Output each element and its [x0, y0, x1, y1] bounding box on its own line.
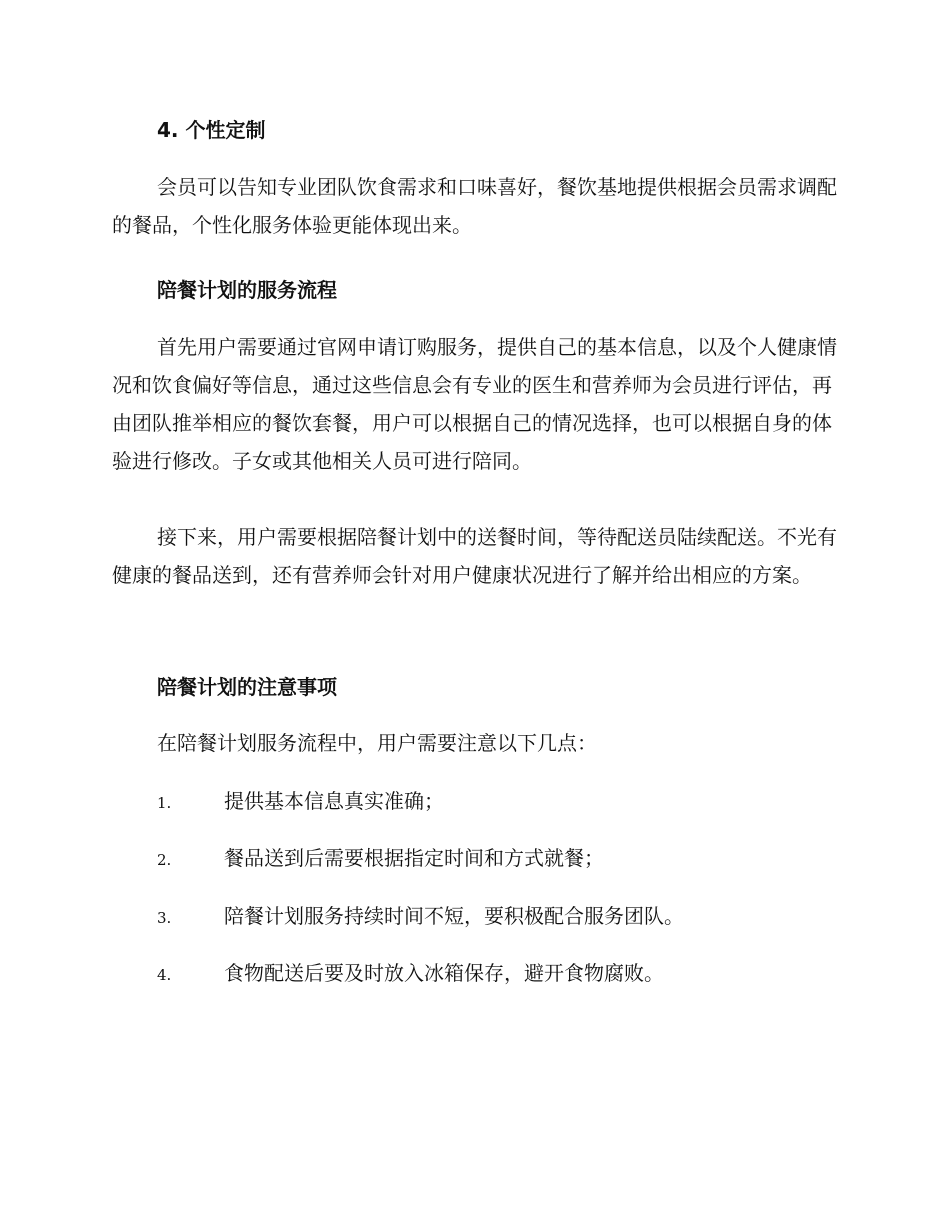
section-heading-service-process: 陪餐计划的服务流程	[157, 278, 337, 302]
list-item-number: 1.	[157, 794, 172, 812]
list-item	[157, 848, 604, 868]
list-item-text: 提供基本信息真实准确；	[224, 789, 444, 813]
list-item	[157, 906, 684, 926]
paragraph-notes-intro: 在陪餐计划服务流程中，用户需要注意以下几点：	[157, 731, 597, 755]
list-item	[157, 791, 444, 811]
paragraph-service-process-2: 接下来，用户需要根据陪餐计划中的送餐时间，等待配送员陆续配送。不光有健康的餐品送到，还有营养师会针对用户健康状况进行了解并给出相应的方案。	[112, 525, 837, 587]
paragraph-service-process-1: 首先用户需要通过官网申请订购服务，提供自己的基本信息，以及个人健康情况和饮食偏好等信息，通过这些信息会有专业的医生和营养师为会员进行评估，再由团队推举相应的餐饮套餐，用户可以根据自己的情况选择，也可以根据自身的体验进行修改。子女或其他相关人员可进行陪同。	[112, 335, 837, 473]
list-item-number: 3.	[157, 909, 172, 927]
list-item	[157, 963, 664, 983]
paragraph-personalization: 会员可以告知专业团队饮食需求和口味喜好，餐饮基地提供根据会员需求调配的餐品，个性化服务体验更能体现出来。	[112, 175, 837, 237]
section-heading-personalization: 4. 个性定制	[157, 118, 266, 142]
list-item-number: 2.	[157, 851, 172, 869]
section-heading-notes: 陪餐计划的注意事项	[157, 675, 337, 699]
list-item-text: 餐品送到后需要根据指定时间和方式就餐；	[224, 846, 604, 870]
list-item-text: 陪餐计划服务持续时间不短，要积极配合服务团队。	[224, 904, 684, 928]
list-item-text: 食物配送后要及时放入冰箱保存，避开食物腐败。	[224, 961, 664, 985]
list-item-number: 4.	[157, 966, 172, 984]
